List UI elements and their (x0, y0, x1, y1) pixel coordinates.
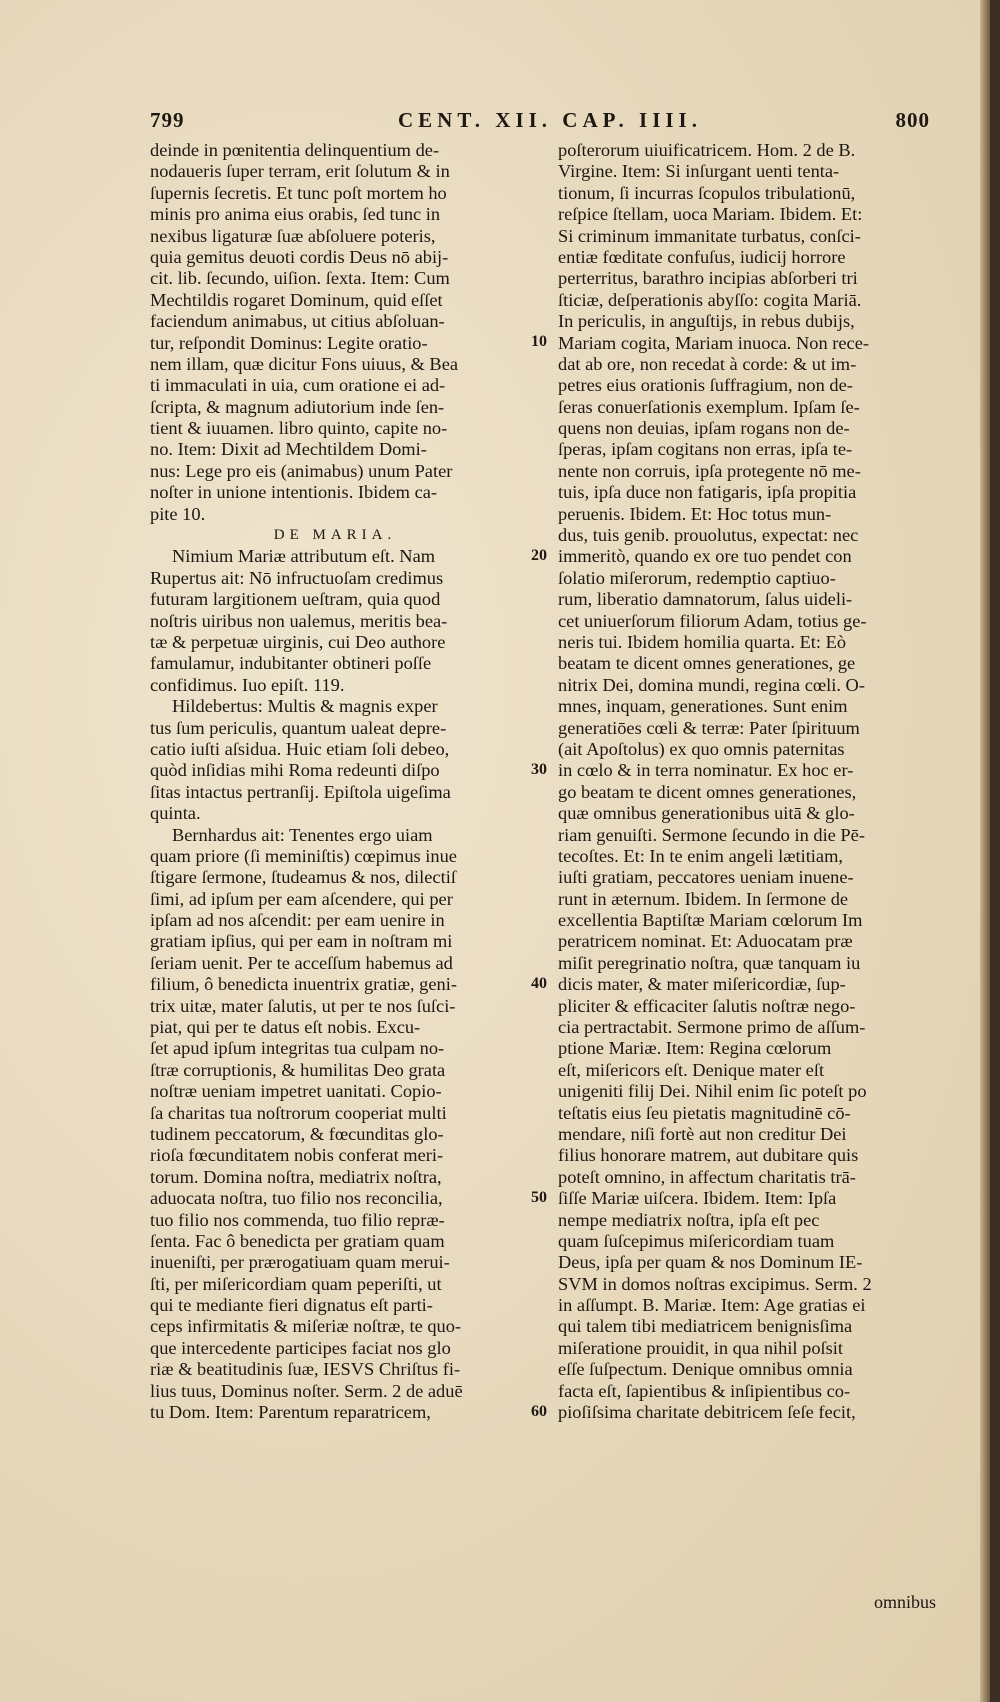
text-line: nexibus ligaturæ ſuæ abſoluere poteris, (150, 225, 436, 246)
text-line: ſupernis ſecretis. Et tunc poſt mortem ho (150, 182, 447, 203)
text-line: ſa charitas tua noſtrorum cooperiat multi (150, 1102, 447, 1123)
text-line: (ait Apoſtolus) ex quo omnis paternitas (558, 738, 845, 759)
text-line: nus: Lege pro eis (animabus) unum Pater (150, 460, 453, 481)
text-line: quia gemitus deuoti cordis Deus nō abij- (150, 246, 449, 267)
text-line: quens non deuias, ipſam rogans non de- (558, 418, 850, 439)
text-line: ti immaculati in uia, cum oratione ei ad- (150, 375, 446, 396)
text-line: miſeratione prouidit, in qua nihil poſsit (558, 1337, 844, 1358)
text-line: nodaueris ſuper terram, erit ſolutum & in (150, 161, 450, 182)
text-line: riam genuiſti. Sermone ſecundo in die Pē- (558, 824, 865, 845)
text-line: que intercedente participes faciat nos glo (150, 1337, 451, 1358)
text-line: ceps infirmitatis & miſeriæ noſtræ, te quo- (150, 1316, 462, 1337)
section-heading: DE MARIA. (273, 527, 397, 544)
catchword: omnibus (873, 1592, 936, 1612)
text-line: Deus, ipſa per quam & nos Dominum IE- (558, 1252, 863, 1273)
text-line: go beatam te dicent omnes generationes, (558, 781, 857, 802)
text-line: qui te mediante fieri dignatus eſt parti- (150, 1295, 433, 1316)
text-line: nem illam, quæ dicitur Fons uiuus, & Bea (150, 353, 459, 374)
margin-line-number: 10 (531, 332, 547, 350)
text-line: ptione Mariæ. Item: Regina cœlorum (558, 1038, 832, 1059)
text-line: gratiam ipſius, qui per eam in noſtram mi (150, 931, 453, 952)
text-line: dicis mater, & mater miſericordiæ, ſup- (558, 974, 846, 995)
left-text-column (150, 140, 520, 1580)
text-line: tuis, ipſa duce non fatigaris, ipſa propitia (558, 482, 857, 503)
text-line: mnes, inquam, generationes. Sunt enim (558, 696, 848, 717)
text-line: tudinem peccatorum, & fœcunditas glo- (150, 1123, 444, 1144)
text-line: SVM in domos noſtras excipimus. Serm. 2 (558, 1273, 872, 1294)
text-line: minis pro anima eius orabis, ſed tunc in (150, 204, 441, 225)
text-line: futuram largitionem ueſtram, quia quod (150, 589, 441, 610)
text-line: tient & iuuamen. libro quinto, capite no- (150, 418, 448, 439)
text-line: Rupertus ait: Nō infructuoſam credimus (150, 567, 444, 588)
margin-line-number: 30 (531, 760, 547, 778)
text-line: quinta. (150, 803, 201, 824)
page-spine-edge (980, 0, 990, 1702)
text-line: ſenta. Fac ô benedicta per gratiam quam (150, 1230, 445, 1251)
text-line: generatiōes cœli & terræ: Pater ſpirituum (558, 717, 860, 738)
text-line: ſitas intactus pertranſij. Epiſtola uigeſima (150, 781, 451, 802)
margin-line-number: 60 (531, 1402, 547, 1420)
text-line: tu Dom. Item: Parentum reparatricem, (150, 1402, 431, 1423)
text-line: quæ omnibus generationibus uitā & glo- (558, 803, 855, 824)
text-line: neris tui. Ibidem homilia quarta. Et: Eò (558, 631, 847, 652)
text-line: poſterorum uiuificatricem. Hom. 2 de B. (558, 140, 856, 160)
text-line: ſeras conuerſationis exemplum. Ipſam ſe- (558, 396, 860, 417)
text-line: tæ & perpetuæ uirginis, cui Deo authore (150, 631, 446, 652)
text-line: ſtræ corruptionis, & humilitas Deo grata (150, 1059, 446, 1080)
text-line: confidimus. Iuo epiſt. 119. (150, 674, 345, 695)
text-line: torum. Domina noſtra, mediatrix noſtra, (150, 1166, 442, 1187)
text-line: petres eius orationis ſuffragium, non de- (558, 375, 853, 396)
text-line: reſpice ſtellam, uoca Mariam. Ibidem. Et: (558, 204, 863, 225)
text-line: dus, tuis genib. prouolutus, expectat: nec (558, 525, 859, 546)
text-line: ſperas, ipſam cogitans non erras, ipſa te- (558, 439, 853, 460)
text-line: entiæ fœditate confuſus, iudicij horrore (558, 246, 846, 267)
text-line: iuſti gratiam, peccatores ueniam inuene- (558, 867, 854, 888)
text-line: ſti, per miſericordiam quam peperiſti, ut (150, 1273, 442, 1294)
text-line: dat ab ore, non recedat à corde: & ut im- (558, 353, 857, 374)
text-line: teſtatis eius ſeu pietatis magnitudinē cō- (558, 1102, 851, 1123)
text-line: quam priore (ſi meminiſtis) cœpimus inue (150, 845, 457, 866)
text-line: deinde in pœnitentia delinquentium de- (150, 140, 440, 160)
text-line: in cœlo & in terra nominatur. Ex hoc er- (558, 760, 854, 781)
text-line: In periculis, in anguſtijs, in rebus dubijs, (558, 311, 855, 332)
text-line: immeritò, quando ex ore tuo pendet con (558, 546, 852, 567)
text-line: pite 10. (150, 503, 206, 524)
text-line: tecoſtes. Et: In te enim angeli lætitiam, (558, 845, 843, 866)
text-line: beatam te dicent omnes generationes, ge (558, 653, 856, 674)
page-number-left: 799 (150, 108, 185, 132)
text-line: Mariam cogita, Mariam inuoca. Non rece- (558, 332, 869, 353)
text-line: quam ſuſcepimus miſericordiam tuam (558, 1230, 835, 1251)
text-line: ipſam ad nos aſcendit: per eam uenire in (150, 910, 445, 931)
margin-line-number: 20 (531, 546, 547, 564)
text-line: ſeriam uenit. Per te acceſſum habemus ad (150, 952, 453, 973)
text-line: ſet apud ipſum integritas tua culpam no- (150, 1038, 445, 1059)
text-line: filium, ô benedicta inuentrix gratiæ, geni- (150, 974, 457, 995)
text-line: excellentia Baptiſtæ Mariam cœlorum Im (558, 910, 863, 931)
text-line: ſtigare ſermone, ſtudeamus & nos, dilectiſ (150, 867, 456, 888)
page-number-right: 800 (895, 108, 930, 132)
text-line: noſter in unione intentionis. Ibidem ca- (150, 482, 438, 503)
text-line: rum, liberatio damnatorum, ſalus uideli- (558, 589, 853, 610)
text-line: mendare, niſi fortè aut non creditur Dei (558, 1123, 847, 1144)
text-line: tur, reſpondit Dominus: Legite oratio- (150, 332, 428, 353)
text-line: Bernhardus ait: Tenentes ergo uiam (172, 824, 433, 845)
text-line: cit. lib. ſecundo, uiſion. ſexta. Item: Cum (150, 268, 450, 289)
text-line: trix uitæ, mater ſalutis, ut per te nos ſuſci- (150, 995, 456, 1016)
right-text-column (558, 140, 936, 1580)
text-line: peruenis. Ibidem. Et: Hoc totus mun- (558, 503, 832, 524)
margin-line-number: 40 (531, 974, 547, 992)
running-title: CENT. XII. CAP. IIII. (398, 108, 702, 132)
text-line: tus ſum periculis, quantum ualeat depre- (150, 717, 447, 738)
text-line: rioſa fœcunditatem nobis conferat meri- (150, 1145, 444, 1166)
text-line: unigeniti filij Dei. Nihil enim ſic poteſt po (558, 1081, 867, 1102)
text-line: facta eſt, ſapientibus & inſipientibus co- (558, 1380, 851, 1401)
text-line: cia pertractabit. Sermone primo de aſſum- (558, 1017, 866, 1038)
text-line: eſt, miſericors eſt. Denique mater eſt (558, 1059, 825, 1080)
text-line: nitrix Dei, domina mundi, regina cœli. O- (558, 674, 865, 695)
text-line: miſit peregrinatio noſtra, quæ tanquam iu (558, 952, 861, 973)
text-line: runt in æternum. Ibidem. In ſermone de (558, 888, 849, 909)
text-line: Mechtildis rogaret Dominum, quid eſſet (150, 289, 443, 310)
text-line: nempe mediatrix noſtra, ipſa eſt pec (558, 1209, 820, 1230)
text-line: lius tuus, Dominus noſter. Serm. 2 de aduē (150, 1380, 463, 1401)
text-line: aduocata noſtra, tuo filio nos reconcilia, (150, 1188, 443, 1209)
margin-line-number: 50 (531, 1188, 547, 1206)
text-line: ſolatio miſerorum, redemptio captiuo- (558, 567, 836, 588)
text-line: eſſe ſuſpectum. Denique omnibus omnia (558, 1359, 853, 1380)
text-line: Nimium Mariæ attributum eſt. Nam (172, 546, 436, 567)
text-line: pioſiſsima charitate debitricem ſeſe fecit, (558, 1402, 856, 1423)
text-line: catio iuſti aſsidua. Huic etiam ſoli debeo, (150, 738, 450, 759)
text-line: ſiſſe Mariæ uiſcera. Ibidem. Item: Ipſa (558, 1188, 837, 1209)
text-line: nente non corruis, ipſa protegente nō me- (558, 460, 861, 481)
text-line: noſtris uiribus non ualemus, meritis bea- (150, 610, 448, 631)
text-line: in aſſumpt. B. Mariæ. Item: Age gratias ei (558, 1295, 866, 1316)
text-line: Virgine. Item: Si inſurgant uenti tenta- (558, 161, 840, 182)
text-line: ſimi, ad ipſum per eam aſcendere, qui per (150, 888, 453, 909)
text-line: quòd inſidias mihi Roma redeunti diſpo (150, 760, 440, 781)
text-line: famulamur, indubitanter obtineri poſſe (150, 653, 432, 674)
text-line: poteſt omnino, in affectum charitatis trā- (558, 1166, 856, 1187)
text-line: inueniſti, per prærogatiuam quam merui- (150, 1252, 450, 1273)
running-header (150, 108, 930, 140)
text-line: pliciter & efficaciter ſalutis noſtræ nego- (558, 995, 856, 1016)
text-line: ſticiæ, deſperationis abyſſo: cogita Mariā. (558, 289, 862, 310)
text-line: qui talem tibi mediatricem benignisſima (558, 1316, 853, 1337)
text-line: piat, qui per te datus eſt nobis. Excu- (150, 1017, 421, 1038)
text-line: riæ & beatitudinis ſuæ, IESVS Chriſtus fi- (150, 1359, 461, 1380)
text-line: perterritus, barathro incipias abſorberi tri (558, 268, 858, 289)
text-line: no. Item: Dixit ad Mechtildem Domi- (150, 439, 427, 460)
text-line: ſcripta, & magnum adiutorium inde ſen- (150, 396, 445, 417)
text-line: peratricem nominat. Et: Aduocatam præ (558, 931, 853, 952)
text-line: filius honorare matrem, aut dubitare quis (558, 1145, 859, 1166)
text-line: faciendum animabus, ut citius abſoluan- (150, 311, 445, 332)
text-line: cet uniuerſorum filiorum Adam, totius ge- (558, 610, 867, 631)
text-line: tuo filio nos commenda, tuo filio repræ- (150, 1209, 445, 1230)
text-line: Hildebertus: Multis & magnis exper (172, 696, 438, 717)
text-line: tionum, ſi incurras ſcopulos tribulationū, (558, 182, 856, 203)
text-line: noſtræ ueniam impetret uanitati. Copio- (150, 1081, 442, 1102)
text-line: Si criminum immanitate turbatus, conſci- (558, 225, 861, 246)
